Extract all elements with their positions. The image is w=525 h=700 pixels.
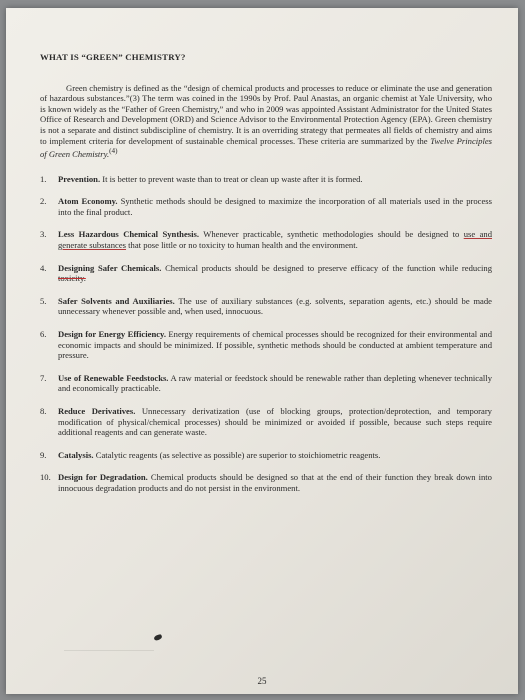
principle-body	[58, 472, 492, 493]
principle-text: It is better to prevent waste than to treat or clean up waste after it is formed.	[100, 173, 363, 184]
principle-number: 1.	[40, 173, 47, 184]
underlined-phrase: use and generate substances	[58, 229, 493, 250]
principle-text: Synthetic methods should be designed to maximize the incorporation of all materials used in the process into the final product.	[58, 196, 492, 217]
principle-2	[40, 196, 492, 217]
principle-text: Energy requirements of chemical processes should be recognized for their environmental and economic impacts and should be minimized. If possible, synthetic methods should be conducted at ambient temperature and pressure.	[58, 328, 492, 361]
principle-name: Use of Renewable Feedstocks.	[58, 372, 169, 383]
principle-body	[58, 406, 492, 438]
principle-body	[58, 329, 492, 361]
principle-body	[58, 373, 492, 394]
principle-text: Chemical products should be designed to preserve efficacy of the function while reducing	[161, 262, 492, 273]
intro-ref: (4)	[109, 147, 118, 156]
principle-text: Catalytic reagents (as selective as possible) are superior to stoichiometric reagents.	[93, 449, 381, 460]
intro-italic: Twelve Principles of Green Chemistry.	[40, 135, 492, 160]
principle-name: Safer Solvents and Auxiliaries.	[58, 295, 175, 306]
ink-blot	[153, 634, 162, 641]
principle-8	[40, 406, 492, 438]
principle-7	[40, 373, 492, 394]
principle-3	[40, 229, 492, 250]
intro-text: Green chemistry is defined as the “design of chemical products and processes to reduce or eliminate the use and generation of hazardous substances.”(3) The term was coined in the 1990s by Prof. Paul Anastas, an organic chemist at Yale University, who is known widely as the “Father of Green Chemistry,” and who in 2009 was appointed Assistant Administrator for the United States Office of Research and Development (ORD) and Science Advisor to the Environmental Protection Agency (EPA). Green chemistry is not a separate and distinct subdiscipline of chemistry. It is an overriding strategy that permeates all fields of chemistry and aims to implement criteria for development of sustainable chemical processes. These criteria are summarized by the	[40, 82, 492, 146]
principle-name: Design for Degradation.	[58, 472, 148, 483]
principle-name: Atom Economy.	[58, 196, 118, 207]
principle-1	[40, 174, 492, 185]
intro-paragraph	[40, 83, 492, 160]
section-title: WHAT IS “GREEN” CHEMISTRY?	[40, 52, 186, 62]
principle-body	[58, 296, 492, 317]
principle-number: 6.	[40, 328, 47, 339]
principle-text-end: that pose little or no toxicity to human health and the environment.	[126, 239, 358, 250]
principle-number: 3.	[40, 229, 47, 240]
principle-name: Less Hazardous Chemical Synthesis.	[58, 229, 199, 240]
principle-10	[40, 472, 492, 493]
principle-body	[58, 263, 492, 284]
principle-body	[58, 450, 492, 461]
principle-4	[40, 263, 492, 284]
principle-text: Chemical products should be designed so that at the end of their function they break down into innocuous degradation products and do not persist in the environment.	[58, 472, 492, 493]
principle-body	[58, 174, 492, 185]
principle-name: Catalysis.	[58, 449, 94, 460]
document-page	[6, 8, 518, 694]
struck-word: toxicity.	[58, 273, 86, 284]
principle-number: 7.	[40, 372, 47, 383]
principle-text: Whenever practicable, synthetic methodologies should be designed to	[199, 229, 464, 240]
page-number: 25	[257, 676, 267, 686]
principle-6	[40, 329, 492, 361]
principle-5	[40, 296, 492, 317]
principle-text: The use of auxiliary substances (e.g. solvents, separation agents, etc.) should be made unnecessary whenever possible and, when used, innocuous.	[58, 295, 492, 317]
principle-9	[40, 450, 492, 461]
principle-body	[58, 196, 492, 217]
principle-name: Design for Energy Efficiency.	[58, 328, 167, 339]
principle-number: 9.	[40, 449, 47, 460]
page-content	[40, 52, 492, 505]
principle-text: Unnecessary derivatization (use of blocking groups, protection/deprotection, and temporary modification of physical/chemical processes) should be minimized or avoided if possible, because such steps require additional reagents and can generate waste.	[58, 405, 492, 438]
principle-number: 2.	[40, 196, 47, 207]
principle-body	[58, 229, 492, 250]
principle-number: 4.	[40, 262, 47, 273]
principle-text: A raw material or feedstock should be renewable rather than depleting whenever technically and economically practicable.	[58, 372, 492, 394]
principle-number: 8.	[40, 405, 47, 416]
paper-crease	[64, 650, 154, 651]
principle-name: Designing Safer Chemicals.	[58, 262, 162, 273]
principle-name: Prevention.	[58, 173, 101, 184]
principle-number: 10.	[40, 472, 51, 483]
principle-name: Reduce Derivatives.	[58, 405, 136, 416]
principle-number: 5.	[40, 295, 47, 306]
